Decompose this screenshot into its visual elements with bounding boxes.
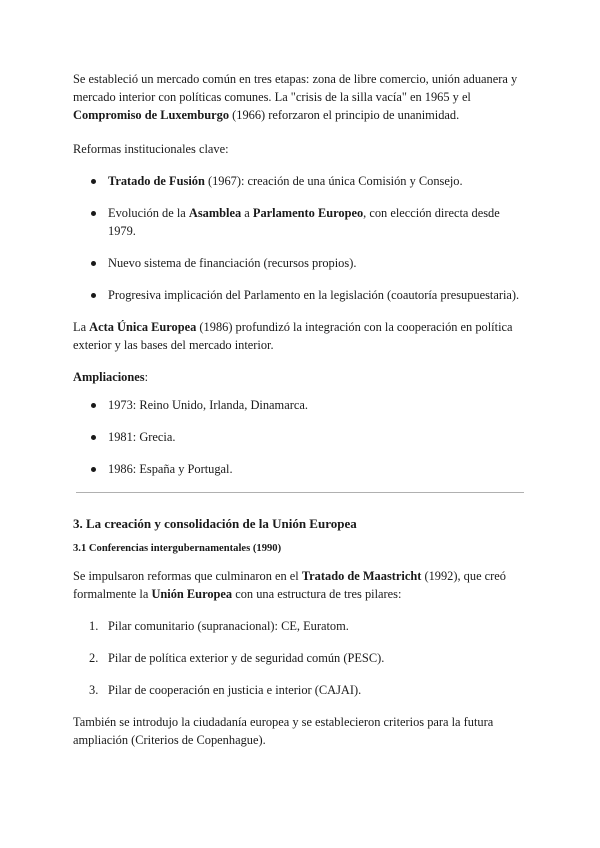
list-item: Nuevo sistema de financiación (recursos propios). [73, 254, 529, 272]
bold-tratado-maastricht: Tratado de Maastricht [301, 569, 422, 583]
section-heading: 3. La creación y consolidación de la Unión Europea [73, 516, 357, 531]
subsection-heading: 3.1 Conferencias intergubernamentales (1990) [73, 543, 282, 554]
bold-acta-unica: Acta Única Europea [89, 320, 197, 334]
paragraph-maastricht: Se impulsaron reformas que culminaron en el Tratado de Maastricht (1992), que creó formalmente la Unión Europea con una estructura de tres pilares: [73, 569, 506, 601]
list-item: Progresiva implicación del Parlamento en la legislación (coautoría presupuestaria). [73, 286, 529, 304]
list-item: 1973: Reino Unido, Irlanda, Dinamarca. [73, 396, 529, 414]
list-item: 3. Pilar de cooperación en justicia e interior (CAJAI). [89, 683, 362, 697]
reformas-intro: Reformas institucionales clave: [73, 142, 229, 156]
ampliaciones-list [73, 396, 529, 478]
paragraph-ciudadania: También se introdujo la ciudadanía europea y se establecieron criterios para la futura ampliación (Criterios de Copenhague). [73, 715, 494, 747]
paragraph-mercado-comun: Se estableció un mercado común en tres etapas: zona de libre comercio, unión aduanera y mercado interior con políticas comunes. La "crisis de la silla vacía" en 1965 y el Compromiso de Luxemburgo (1966) reforzaron el principio de unanimidad. [73, 72, 518, 122]
pilares-list [73, 617, 529, 699]
paragraph-acta-unica: La Acta Única Europea (1986) profundizó la integración con la cooperación en política exterior y las bases del mercado interior. [73, 320, 513, 352]
list-item: 1986: España y Portugal. [73, 460, 529, 478]
list-item: Evolución de la Asamblea a Parlamento Europeo, con elección directa desde 1979. [73, 204, 529, 240]
list-item: 2. Pilar de política exterior y de seguridad común (PESC). [89, 651, 385, 665]
ampliaciones-heading: Ampliaciones: [73, 370, 149, 384]
list-item: 1. Pilar comunitario (supranacional): CE, Euratom. [89, 619, 349, 633]
document-page [73, 70, 529, 749]
bold-union-europea: Unión Europea [151, 587, 233, 601]
list-item: 1981: Grecia. [73, 428, 529, 446]
reformas-list [73, 172, 529, 304]
horizontal-divider [76, 492, 524, 493]
bold-compromiso-luxemburgo: Compromiso de Luxemburgo [73, 108, 230, 122]
list-item: Tratado de Fusión (1967): creación de una única Comisión y Consejo. [73, 172, 529, 190]
